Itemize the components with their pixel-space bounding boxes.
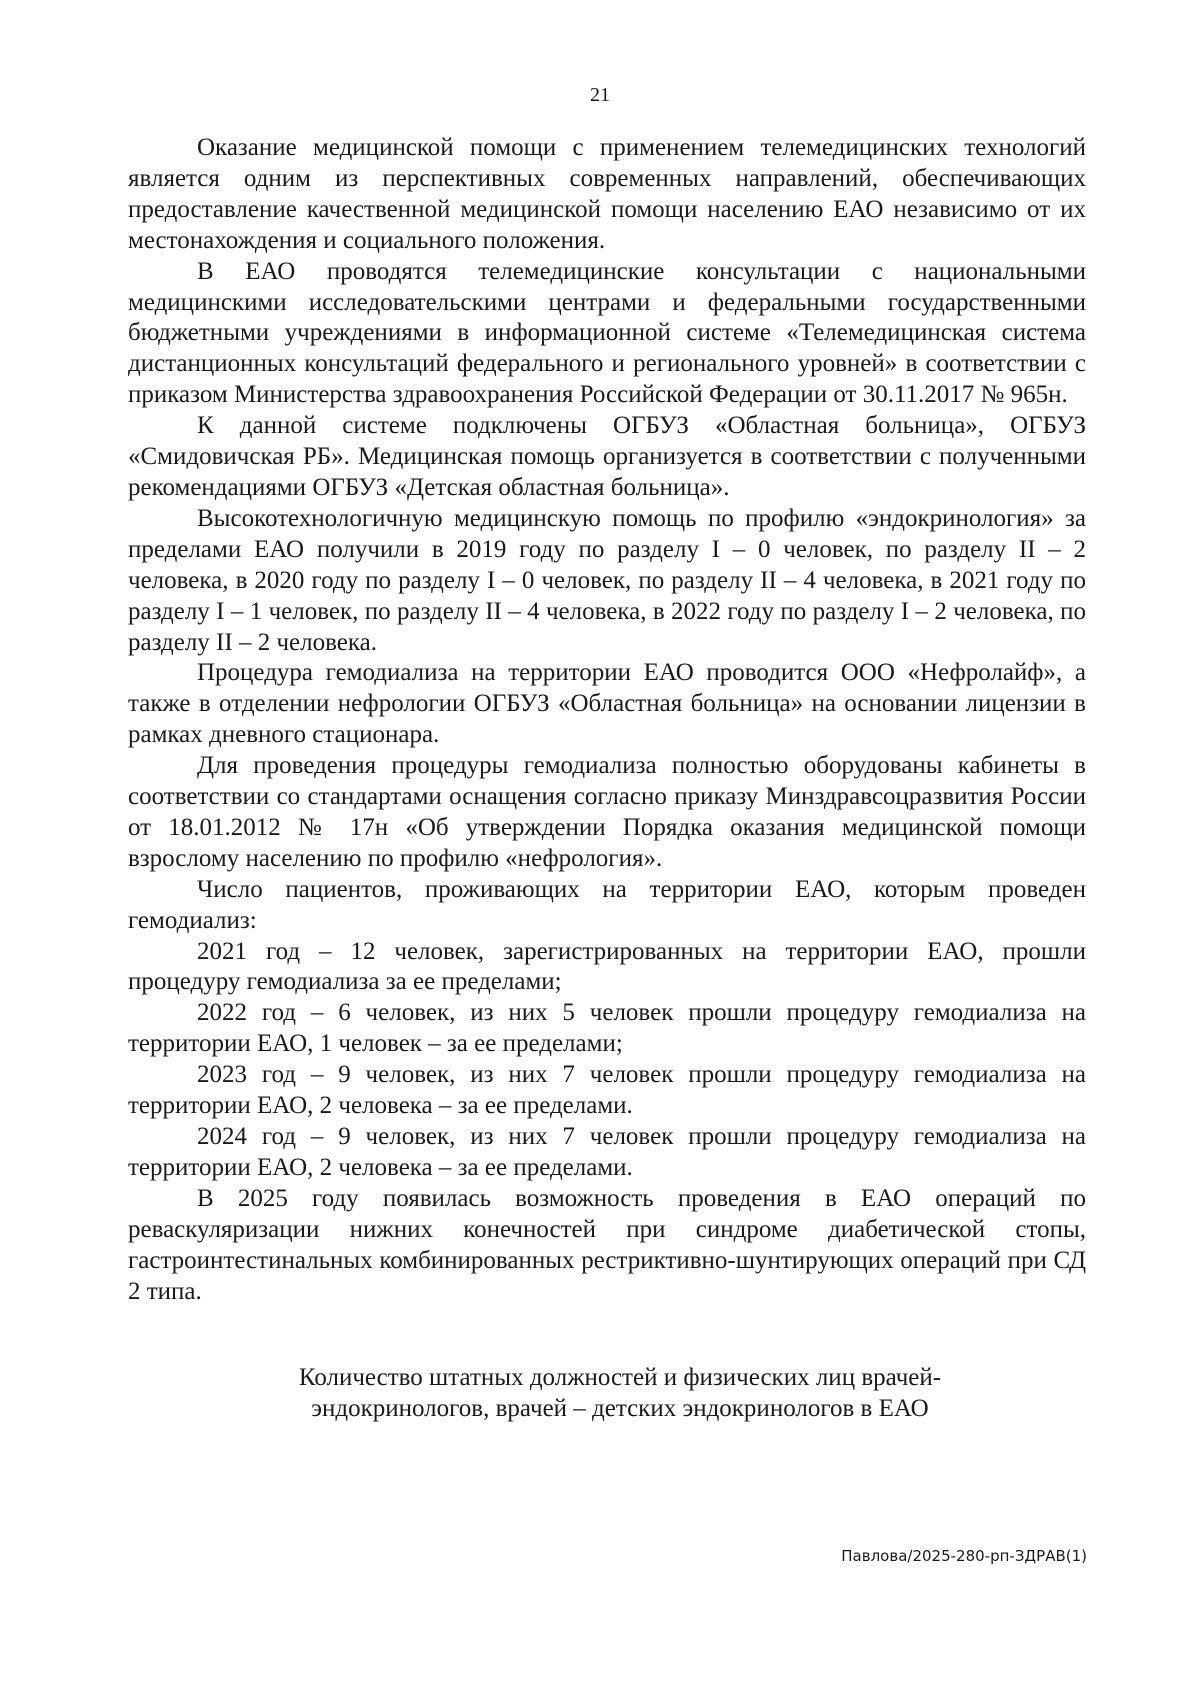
section-heading (230, 1362, 1010, 1424)
paragraph-year-2022: 2022 год – 6 человек, из них 5 человек прошли процедуру гемодиализа на территории ЕАО, 1 человек – за ее пределами; (128, 999, 1086, 1058)
section-heading-line-1: Количество штатных должностей и физических лиц врачей- (298, 1364, 942, 1391)
paragraph-hemodialysis-providers: Процедура гемодиализа на территории ЕАО проводится ООО «Нефролайф», а также в отделении нефрологии ОГБУЗ «Областная больница» на основании лицензии в рамках дневного стационара. (128, 659, 1086, 749)
paragraph-year-2024: 2024 год – 9 человек, из них 7 человек прошли процедуру гемодиализа на территории ЕАО, 2 человека – за ее пределами. (128, 1123, 1086, 1181)
paragraph-telemedicine-consultations: В ЕАО проводятся телемедицинские консультации с национальными медицинскими исследовательскими центрами и федеральными государственными бюджетными учреждениями в информационной системе «Телемедицинская система дистанционных консультаций федерального и регионального уровней» в соответствии с приказом Министерства здравоохранения Российской Федерации от 30.11.2017 № 965н. (128, 257, 1086, 409)
paragraph-year-2025: В 2025 году появилась возможность проведения в ЕАО операций по реваскуляризации нижних конечностей при синдроме диабетической стопы, гастроинтестинальных комбинированных рестриктивно-шунтирующих операций при СД 2 типа. (128, 1184, 1086, 1305)
page-number: 21 (590, 84, 610, 106)
paragraph-year-2021: 2021 год – 12 человек, зарегистрированных на территории ЕАО, прошли процедуру гемодиализа за ее пределами; (128, 937, 1086, 996)
paragraph-telemedicine-intro: Оказание медицинской помощи с применением телемедицинских технологий является одним из перспективных современных направлений, обеспечивающих предоставление качественной медицинской помощи населению ЕАО независимо от их местонахождения и социального положения. (128, 134, 1086, 254)
section-heading-line-2: эндокринологов, врачей – детских эндокринологов в ЕАО (311, 1395, 929, 1422)
footer-reference: Павлова/2025-280-рп-ЗДРАВ(1) (841, 1547, 1087, 1565)
body-text (128, 133, 1086, 1307)
paragraph-connected-hospitals: К данной системе подключены ОГБУЗ «Областная больница», ОГБУЗ «Смидовичская РБ». Медицинская помощь организуется в соответствии с полученными рекомендациями ОГБУЗ «Детская областная больница». (128, 412, 1086, 501)
paragraph-year-2023: 2023 год – 9 человек, из них 7 человек прошли процедуру гемодиализа на территории ЕАО, 2 человека – за ее пределами. (128, 1061, 1086, 1120)
paragraph-hemodialysis-equipment: Для проведения процедуры гемодиализа полностью оборудованы кабинеты в соответствии со стандартами оснащения согласно приказу Минздравсоцразвития России от 18.01.2012 № 17н «Об утверждении Порядка оказания медицинской помощи взрослому населению по профилю «нефрология». (128, 752, 1086, 872)
paragraph-hemodialysis-patients: Число пациентов, проживающих на территории ЕАО, которым проведен гемодиализ: (128, 875, 1086, 934)
paragraph-high-tech-care: Высокотехнологичную медицинскую помощь по профилю «эндокринология» за пределами ЕАО получили в 2019 году по разделу I – 0 человек, по разделу II – 2 человека, в 2020 году по разделу I – 0 человек, по разделу II – 4 человека, в 2021 году по разделу I – 1 человек, по разделу II – 4 человека, в 2022 году по разделу I – 2 человека, по разделу II – 2 человека. (128, 504, 1086, 656)
